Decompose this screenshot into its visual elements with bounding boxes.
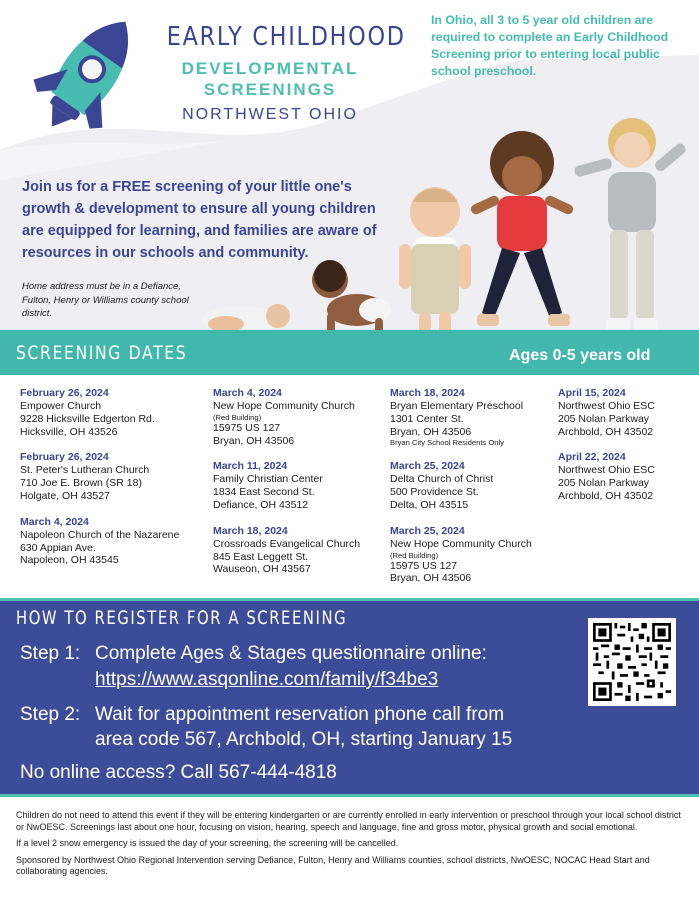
hero-section (0, 0, 699, 345)
entry-date: March 18, 2024 (390, 387, 465, 399)
entry-date: February 26, 2024 (20, 451, 109, 464)
schedule-entry (390, 387, 532, 447)
rocket-icon (8, 10, 158, 140)
entry-date: March 25, 2024 (390, 524, 465, 537)
step-1 (20, 641, 487, 667)
screening-dates-heading: SCREENING DATES (16, 342, 188, 364)
entry-venue: St. Peter's Lutheran Church (20, 464, 150, 477)
schedule-entry (20, 451, 179, 502)
step-2-label: Step 2: (20, 704, 81, 725)
footer-snow-note: If a level 2 snow emergency is issued the day of your screening, the screening will be cancelled. (16, 838, 399, 848)
ohio-requirement-note: In Ohio, all 3 to 5 year old children are required to complete an Early Childhood Screening prior to entering local public school preschool. (431, 13, 669, 78)
entry-street: 500 Providence St. (390, 486, 479, 499)
asq-online-link[interactable]: https://www.asqonline.com/family/f34be3 (95, 669, 439, 690)
entry-city: Delta, OH 43515 (390, 498, 469, 511)
entry-city: Defiance, OH 43512 (213, 498, 309, 511)
register-heading: HOW TO REGISTER FOR A SCREENING (16, 607, 348, 629)
entry-venue: Bryan Elementary Preschool (390, 400, 524, 412)
footer (16, 810, 686, 883)
entry-city: Bryan, OH 43506 (390, 425, 472, 438)
schedule-entry (390, 460, 532, 511)
title-early-childhood: EARLY CHILDHOOD (166, 22, 406, 52)
intro-text: Join us for a FREE screening of your little one's growth & development to ensure all young children are equipped for learning, and families are aware of resources in our schools and community. (22, 179, 377, 261)
step-1-label: Step 1: (20, 643, 81, 664)
entry-date: March 18, 2024 (213, 524, 288, 537)
entry-venue: Northwest Ohio ESC (558, 400, 655, 412)
schedule-entry (558, 387, 655, 438)
entry-city: Archbold, OH 43502 (558, 489, 654, 502)
entry-city: Bryan, OH 43506 (213, 434, 295, 447)
jumping-girl-photo (462, 128, 582, 343)
no-online-access-text: No online access? Call 567-444-4818 (20, 762, 337, 783)
entry-city: Napoleon, OH 43545 (20, 554, 119, 567)
schedule-entry (390, 525, 532, 585)
entry-venue: Crossroads Evangelical Church (213, 537, 361, 550)
ages-label: Ages 0-5 years old (509, 347, 651, 364)
schedule-column-3 (390, 387, 532, 598)
schedule-entry (20, 387, 179, 438)
step-1-link-row (95, 667, 438, 693)
entry-building-note: (Red Building) (213, 412, 262, 422)
entry-date: March 25, 2024 (390, 460, 465, 473)
entry-date: April 22, 2024 (558, 451, 626, 464)
title-block (150, 22, 406, 124)
schedule-entry (213, 525, 360, 576)
schedule-entry (213, 387, 360, 447)
entry-street: 1301 Center St. (390, 412, 464, 425)
step-2 (20, 702, 504, 728)
step-2-text: Wait for appointment reservation phone call from (95, 704, 505, 725)
entry-date: March 4, 2024 (20, 515, 89, 528)
entry-city: Holgate, OH 43527 (20, 489, 110, 502)
entry-building-note: (Red Building) (390, 550, 439, 560)
entry-venue: Empower Church (20, 400, 102, 412)
title-northwest-ohio: NORTHWEST OHIO (182, 106, 358, 123)
entry-date: March 4, 2024 (213, 387, 282, 399)
footer-attendance-note: Children do not need to attend this event if they will be entering kindergarten or are currently enrolled in early intervention or preschool through your local school district or NwOESC. Screenings last about one hour, focusing on vision, hearing, speech and language, fine and gross motor, physical growth and social emotional. (16, 810, 681, 832)
schedule-entry (213, 460, 360, 511)
entry-street: 630 Appian Ave. (20, 541, 96, 554)
entry-street: 15975 US 127 (390, 559, 458, 572)
entry-street: 845 East Leggett St. (213, 550, 309, 563)
entry-street: 205 Nolan Parkway (558, 412, 650, 425)
title-screenings: SCREENINGS (203, 80, 337, 99)
step-2-text-continued: area code 567, Archbold, OH, starting January 15 (95, 729, 513, 750)
entry-venue: Delta Church of Christ (390, 473, 494, 486)
jumping-boy-photo (570, 112, 695, 340)
title-developmental: DEVELOPMENTAL (181, 59, 359, 78)
entry-city: Wauseon, OH 43567 (213, 563, 311, 576)
qr-code-icon[interactable] (588, 618, 676, 706)
entry-street: 205 Nolan Parkway (558, 477, 650, 490)
entry-street: 710 Joe E. Brown (SR 18) (20, 477, 142, 490)
qr-code-graphic (593, 623, 671, 701)
entry-street: 15975 US 127 (213, 421, 281, 434)
step-2-continued (95, 727, 512, 753)
schedule-column-4 (558, 387, 655, 516)
schedule-entry (20, 516, 179, 567)
entry-venue: Northwest Ohio ESC (558, 464, 655, 477)
entry-venue: Family Christian Center (213, 473, 323, 486)
footer-sponsor-note: Sponsored by Northwest Ohio Regional Intervention serving Defiance, Fulton, Henry and Williams counties, school districts, NwOESC, NOCAC Head Start and collaborating agencies. (16, 854, 650, 876)
no-online-access (20, 760, 337, 786)
entry-city: Hicksville, OH 43526 (20, 425, 118, 438)
entry-venue: Napoleon Church of the Nazarene (20, 528, 180, 541)
address-note: Home address must be in a Defiance, Fulton, Henry or Williams county school district. (22, 281, 189, 319)
entry-date: March 11, 2024 (213, 460, 288, 473)
entry-city: Bryan, OH 43506 (390, 572, 472, 585)
entry-date: February 26, 2024 (20, 387, 109, 399)
schedule-column-2 (213, 387, 360, 589)
entry-street: 9228 Hicksville Edgerton Rd. (20, 412, 155, 425)
schedule-entry (558, 451, 655, 502)
entry-date: April 15, 2024 (558, 387, 626, 399)
entry-venue: New Hope Community Church (390, 537, 532, 550)
entry-residency-note: Bryan City School Residents Only (390, 438, 504, 448)
entry-street: 1834 East Second St. (213, 486, 315, 499)
step-1-text: Complete Ages & Stages questionnaire online: (95, 643, 487, 664)
entry-venue: New Hope Community Church (213, 400, 355, 412)
schedule-column-1 (20, 387, 179, 580)
entry-city: Archbold, OH 43502 (558, 425, 654, 438)
